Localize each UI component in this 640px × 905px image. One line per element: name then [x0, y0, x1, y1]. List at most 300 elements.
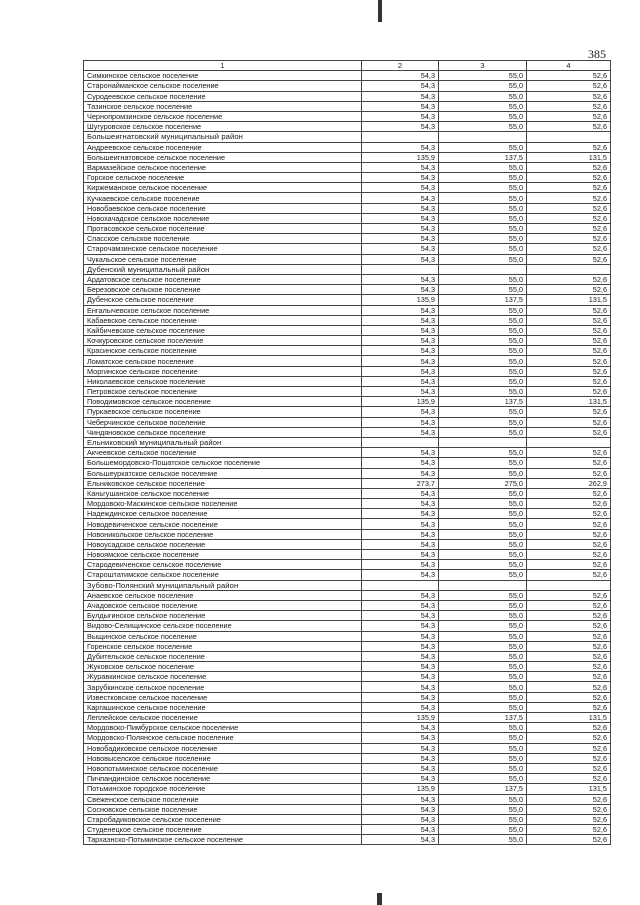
- district-header-row: [84, 264, 611, 274]
- settlement-name: Енгалычевское сельское поселение: [84, 305, 362, 315]
- table-row: [84, 376, 611, 386]
- value-col-4: 52,6: [527, 285, 611, 295]
- settlement-name: Моргинское сельское поселение: [84, 366, 362, 376]
- value-col-3: 55,0: [439, 672, 527, 682]
- value-col-3: 55,0: [439, 91, 527, 101]
- value-col-3: 55,0: [439, 702, 527, 712]
- value-col-3: 55,0: [439, 101, 527, 111]
- value-col-2: 54,3: [362, 519, 439, 529]
- value-col-2: 54,3: [362, 743, 439, 753]
- value-col-2: 135,9: [362, 784, 439, 794]
- value-col-4: 52,6: [527, 631, 611, 641]
- column-header-4: 4: [527, 61, 611, 71]
- value-col-3: 55,0: [439, 244, 527, 254]
- value-col-2: 54,3: [362, 550, 439, 560]
- value-col-2: 54,3: [362, 111, 439, 121]
- value-col-4: 52,6: [527, 427, 611, 437]
- value-col-4: 52,6: [527, 672, 611, 682]
- settlement-name: Ардатовское сельское поселение: [84, 274, 362, 284]
- value-col-3: 55,0: [439, 570, 527, 580]
- value-col-3: 55,0: [439, 662, 527, 672]
- table-row: [84, 529, 611, 539]
- value-col-3: 55,0: [439, 560, 527, 570]
- value-col-4: 52,6: [527, 111, 611, 121]
- table-row: [84, 682, 611, 692]
- value-col-4: 52,6: [527, 651, 611, 661]
- value-col-2: 54,3: [362, 366, 439, 376]
- value-col-3: 55,0: [439, 488, 527, 498]
- value-col-2: 54,3: [362, 488, 439, 498]
- value-col-4: 52,6: [527, 203, 611, 213]
- value-col-4: 52,6: [527, 81, 611, 91]
- empty-cell: [439, 580, 527, 590]
- value-col-2: 54,3: [362, 305, 439, 315]
- value-col-3: 55,0: [439, 213, 527, 223]
- value-col-3: 55,0: [439, 81, 527, 91]
- table-row: [84, 784, 611, 794]
- settlement-name: Ачадовское сельское поселение: [84, 600, 362, 610]
- value-col-3: 55,0: [439, 763, 527, 773]
- settlement-name: Акчеевское сельское поселение: [84, 448, 362, 458]
- value-col-3: 55,0: [439, 621, 527, 631]
- table-row: [84, 835, 611, 845]
- value-col-2: 54,3: [362, 81, 439, 91]
- settlement-name: Мордовско-Пимбурское сельское поселение: [84, 723, 362, 733]
- value-col-4: 52,6: [527, 753, 611, 763]
- table-row: [84, 407, 611, 417]
- settlement-name: Видово-Селищинское сельское поселение: [84, 621, 362, 631]
- settlement-name: Журавкинское сельское поселение: [84, 672, 362, 682]
- table-row: [84, 274, 611, 284]
- settlement-name: Потьминское городское поселение: [84, 784, 362, 794]
- table-row: [84, 285, 611, 295]
- value-col-4: 52,6: [527, 387, 611, 397]
- value-col-2: 54,3: [362, 173, 439, 183]
- value-col-2: 54,3: [362, 325, 439, 335]
- value-col-2: 54,3: [362, 631, 439, 641]
- district-header-row: [84, 580, 611, 590]
- value-col-2: 54,3: [362, 71, 439, 81]
- value-col-2: 54,3: [362, 142, 439, 152]
- settlement-name: Выщинское сельское поселение: [84, 631, 362, 641]
- settlement-name: Андреевское сельское поселение: [84, 142, 362, 152]
- settlement-name: Горенское сельское поселение: [84, 641, 362, 651]
- value-col-2: 54,3: [362, 753, 439, 763]
- empty-cell: [362, 437, 439, 447]
- value-col-3: 55,0: [439, 814, 527, 824]
- value-col-4: 52,6: [527, 142, 611, 152]
- value-col-4: 52,6: [527, 234, 611, 244]
- settlement-name: Шугуровское сельское поселение: [84, 122, 362, 132]
- value-col-4: 52,6: [527, 560, 611, 570]
- value-col-3: 55,0: [439, 234, 527, 244]
- value-col-2: 54,3: [362, 825, 439, 835]
- table-row: [84, 590, 611, 600]
- scan-binding-mark-bottom: [377, 893, 382, 905]
- table-row: [84, 356, 611, 366]
- table-row: [84, 295, 611, 305]
- table-row: [84, 539, 611, 549]
- value-col-2: 54,3: [362, 499, 439, 509]
- settlement-name: Зарубкинское сельское поселение: [84, 682, 362, 692]
- value-col-3: 55,0: [439, 417, 527, 427]
- settlement-name: Известковское сельское поселение: [84, 692, 362, 702]
- value-col-2: 135,9: [362, 713, 439, 723]
- settlement-name: Протасовское сельское поселение: [84, 224, 362, 234]
- value-col-3: 55,0: [439, 753, 527, 763]
- district-name: Большеигнатовский муниципальный район: [84, 132, 362, 142]
- settlement-name: Мордовско-Полянское сельское поселение: [84, 733, 362, 743]
- value-col-4: 52,6: [527, 122, 611, 132]
- value-col-3: 55,0: [439, 774, 527, 784]
- empty-cell: [527, 264, 611, 274]
- table-row: [84, 723, 611, 733]
- value-col-4: 262,9: [527, 478, 611, 488]
- value-col-2: 54,3: [362, 621, 439, 631]
- value-col-2: 54,3: [362, 315, 439, 325]
- settlement-name: Красинское сельское поселение: [84, 346, 362, 356]
- value-col-4: 52,6: [527, 407, 611, 417]
- value-col-4: 52,6: [527, 254, 611, 264]
- settlement-name: Кабаевское сельское поселение: [84, 315, 362, 325]
- value-col-3: 55,0: [439, 682, 527, 692]
- value-col-4: 52,6: [527, 162, 611, 172]
- table-row: [84, 753, 611, 763]
- empty-cell: [362, 264, 439, 274]
- value-col-4: 52,6: [527, 621, 611, 631]
- table-row: [84, 397, 611, 407]
- table-row: [84, 162, 611, 172]
- settlement-name: Старобадиковское сельское поселение: [84, 814, 362, 824]
- table-row: [84, 203, 611, 213]
- value-col-4: 52,6: [527, 101, 611, 111]
- value-col-2: 54,3: [362, 682, 439, 692]
- table-row: [84, 560, 611, 570]
- value-col-3: 55,0: [439, 254, 527, 264]
- value-col-4: 52,6: [527, 519, 611, 529]
- value-col-3: 55,0: [439, 835, 527, 845]
- value-col-4: 131,5: [527, 152, 611, 162]
- value-col-3: 137,5: [439, 397, 527, 407]
- value-col-2: 54,3: [362, 213, 439, 223]
- value-col-3: 55,0: [439, 590, 527, 600]
- settlement-name: Петровское сельское поселение: [84, 387, 362, 397]
- value-col-2: 54,3: [362, 804, 439, 814]
- table-row: [84, 122, 611, 132]
- value-col-4: 52,6: [527, 366, 611, 376]
- value-col-2: 54,3: [362, 733, 439, 743]
- table-row: [84, 234, 611, 244]
- value-col-2: 54,3: [362, 224, 439, 234]
- value-col-2: 54,3: [362, 346, 439, 356]
- settlement-name: Кочкуровское сельское поселение: [84, 336, 362, 346]
- table-row: [84, 81, 611, 91]
- settlement-name: Жуковское сельское поселение: [84, 662, 362, 672]
- table-row: [84, 468, 611, 478]
- settlement-name: Свеженское сельское поселение: [84, 794, 362, 804]
- settlement-name: Новобаевское сельское поселение: [84, 203, 362, 213]
- value-col-3: 55,0: [439, 427, 527, 437]
- empty-cell: [527, 580, 611, 590]
- value-col-4: 52,6: [527, 356, 611, 366]
- settlement-name: Мордовско-Маскинское сельское поселение: [84, 499, 362, 509]
- value-col-4: 52,6: [527, 611, 611, 621]
- settlement-name: Каньгушанское сельское поселение: [84, 488, 362, 498]
- table-row: [84, 427, 611, 437]
- value-col-3: 55,0: [439, 550, 527, 560]
- value-col-4: 52,6: [527, 488, 611, 498]
- table-row: [84, 152, 611, 162]
- value-col-4: 52,6: [527, 193, 611, 203]
- value-col-3: 55,0: [439, 203, 527, 213]
- settlement-name: Нововыселское сельское поселение: [84, 753, 362, 763]
- value-col-2: 54,3: [362, 244, 439, 254]
- settlement-name: Каргашинское сельское поселение: [84, 702, 362, 712]
- value-col-2: 54,3: [362, 692, 439, 702]
- value-col-3: 55,0: [439, 825, 527, 835]
- value-col-4: 52,6: [527, 743, 611, 753]
- table-row: [84, 662, 611, 672]
- settlement-name: Новоникольское сельское поселение: [84, 529, 362, 539]
- value-col-3: 55,0: [439, 743, 527, 753]
- value-col-3: 55,0: [439, 387, 527, 397]
- value-col-2: 54,3: [362, 458, 439, 468]
- settlement-name: Старонайманское сельское поселение: [84, 81, 362, 91]
- value-col-3: 55,0: [439, 651, 527, 661]
- value-col-3: 55,0: [439, 325, 527, 335]
- settlement-name: Симкинское сельское поселение: [84, 71, 362, 81]
- table-row: [84, 499, 611, 509]
- value-col-3: 275,0: [439, 478, 527, 488]
- value-col-2: 135,9: [362, 397, 439, 407]
- column-header-1: 1: [84, 61, 362, 71]
- value-col-4: 52,6: [527, 723, 611, 733]
- settlement-name: Пичпандинское сельское поселение: [84, 774, 362, 784]
- value-col-4: 52,6: [527, 550, 611, 560]
- settlement-name: Тазинское сельское поселение: [84, 101, 362, 111]
- value-col-2: 54,3: [362, 101, 439, 111]
- empty-cell: [439, 132, 527, 142]
- table-row: [84, 763, 611, 773]
- value-col-2: 54,3: [362, 590, 439, 600]
- value-col-4: 52,6: [527, 774, 611, 784]
- settlement-name: Николаевское сельское поселение: [84, 376, 362, 386]
- value-col-4: 52,6: [527, 600, 611, 610]
- value-col-4: 52,6: [527, 682, 611, 692]
- table-row: [84, 142, 611, 152]
- page-number: 385: [588, 47, 606, 61]
- value-col-4: 52,6: [527, 702, 611, 712]
- settlement-name: Леплейское сельское поселение: [84, 713, 362, 723]
- value-col-4: 52,6: [527, 529, 611, 539]
- value-col-4: 52,6: [527, 509, 611, 519]
- settlement-name: Вармазейское сельское поселение: [84, 162, 362, 172]
- settlement-name: Новохачадское сельское поселение: [84, 213, 362, 223]
- table-row: [84, 71, 611, 81]
- table-row: [84, 600, 611, 610]
- table-row: [84, 448, 611, 458]
- value-col-2: 54,3: [362, 600, 439, 610]
- value-col-3: 55,0: [439, 723, 527, 733]
- value-col-4: 52,6: [527, 315, 611, 325]
- table-row: [84, 550, 611, 560]
- table-row: [84, 417, 611, 427]
- table-row: [84, 713, 611, 723]
- value-col-2: 273,7: [362, 478, 439, 488]
- value-col-4: 52,6: [527, 183, 611, 193]
- column-header-2: 2: [362, 61, 439, 71]
- table-row: [84, 325, 611, 335]
- settlement-name: Тархаэнско-Потьминское сельское поселение: [84, 835, 362, 845]
- empty-cell: [362, 580, 439, 590]
- table-row: [84, 509, 611, 519]
- value-col-4: 52,6: [527, 448, 611, 458]
- settlement-name: Новоусадское сельское поселение: [84, 539, 362, 549]
- settlement-name: Новопотьминское сельское поселение: [84, 763, 362, 773]
- settlement-name: Горское сельское поселение: [84, 173, 362, 183]
- value-col-2: 54,3: [362, 193, 439, 203]
- settlement-name: Новобадиковское сельское поселение: [84, 743, 362, 753]
- value-col-4: 131,5: [527, 713, 611, 723]
- value-col-3: 55,0: [439, 274, 527, 284]
- value-col-3: 55,0: [439, 111, 527, 121]
- value-col-2: 54,3: [362, 91, 439, 101]
- value-col-2: 135,9: [362, 152, 439, 162]
- value-col-2: 54,3: [362, 407, 439, 417]
- value-col-4: 52,6: [527, 71, 611, 81]
- value-col-3: 137,5: [439, 152, 527, 162]
- table-row: [84, 804, 611, 814]
- value-col-3: 55,0: [439, 448, 527, 458]
- settlement-name: Чиндяновское сельское поселение: [84, 427, 362, 437]
- table-row: [84, 173, 611, 183]
- value-col-4: 52,6: [527, 835, 611, 845]
- value-col-3: 55,0: [439, 692, 527, 702]
- settlement-name: Новоямское сельское поселение: [84, 550, 362, 560]
- table-row: [84, 346, 611, 356]
- settlement-name: Киржеманское сельское поселение: [84, 183, 362, 193]
- district-header-row: [84, 132, 611, 142]
- settlement-name: Поводимовское сельское поселение: [84, 397, 362, 407]
- settlement-name: Старочамзинское сельское поселение: [84, 244, 362, 254]
- settlement-name: Суродеевское сельское поселение: [84, 91, 362, 101]
- table-row: [84, 91, 611, 101]
- table-row: [84, 733, 611, 743]
- value-col-2: 54,3: [362, 723, 439, 733]
- settlement-name: Кайбичевское сельское поселение: [84, 325, 362, 335]
- table-row: [84, 631, 611, 641]
- scan-binding-mark-top: [378, 0, 382, 22]
- settlement-name: Студенецкое сельское поселение: [84, 825, 362, 835]
- table-header-row: [84, 61, 611, 71]
- value-col-4: 52,6: [527, 305, 611, 315]
- value-col-4: 52,6: [527, 173, 611, 183]
- value-col-3: 55,0: [439, 224, 527, 234]
- table-row: [84, 111, 611, 121]
- table-row: [84, 825, 611, 835]
- table-row: [84, 702, 611, 712]
- settlement-name: Новодевиченское сельское поселение: [84, 519, 362, 529]
- settlement-name: Пуркаевское сельское поселение: [84, 407, 362, 417]
- value-col-4: 131,5: [527, 784, 611, 794]
- value-col-3: 55,0: [439, 285, 527, 295]
- table-row: [84, 336, 611, 346]
- settlement-name: Большеигнатовское сельское поселение: [84, 152, 362, 162]
- settlement-name: Чернопромзинское сельское поселение: [84, 111, 362, 121]
- value-col-2: 54,3: [362, 672, 439, 682]
- value-col-4: 52,6: [527, 763, 611, 773]
- value-col-3: 55,0: [439, 407, 527, 417]
- table-row: [84, 743, 611, 753]
- table-row: [84, 519, 611, 529]
- value-col-3: 55,0: [439, 183, 527, 193]
- value-col-2: 54,3: [362, 234, 439, 244]
- district-name: Зубово-Полянский муниципальный район: [84, 580, 362, 590]
- district-name: Дубенский муниципальный район: [84, 264, 362, 274]
- settlement-name: Стародевиченское сельское поселение: [84, 560, 362, 570]
- value-col-2: 54,3: [362, 448, 439, 458]
- value-col-4: 52,6: [527, 336, 611, 346]
- value-col-3: 55,0: [439, 336, 527, 346]
- value-col-3: 55,0: [439, 71, 527, 81]
- value-col-4: 52,6: [527, 814, 611, 824]
- value-col-3: 55,0: [439, 346, 527, 356]
- value-col-2: 54,3: [362, 468, 439, 478]
- empty-cell: [362, 132, 439, 142]
- value-col-4: 52,6: [527, 499, 611, 509]
- allocation-table: [83, 60, 611, 845]
- value-col-4: 131,5: [527, 397, 611, 407]
- value-col-2: 54,3: [362, 814, 439, 824]
- value-col-3: 55,0: [439, 509, 527, 519]
- value-col-3: 55,0: [439, 468, 527, 478]
- value-col-2: 54,3: [362, 162, 439, 172]
- settlement-name: Дубительское сельское поселение: [84, 651, 362, 661]
- value-col-2: 54,3: [362, 763, 439, 773]
- value-col-2: 54,3: [362, 254, 439, 264]
- table-row: [84, 183, 611, 193]
- settlement-name: Булдыгинское сельское поселение: [84, 611, 362, 621]
- table-row: [84, 814, 611, 824]
- value-col-4: 52,6: [527, 468, 611, 478]
- value-col-4: 52,6: [527, 733, 611, 743]
- settlement-name: Большеуркатское сельское поселение: [84, 468, 362, 478]
- table-row: [84, 224, 611, 234]
- table-row: [84, 570, 611, 580]
- value-col-3: 55,0: [439, 193, 527, 203]
- table-row: [84, 692, 611, 702]
- table-row: [84, 254, 611, 264]
- value-col-2: 54,3: [362, 560, 439, 570]
- value-col-2: 54,3: [362, 651, 439, 661]
- value-col-4: 52,6: [527, 825, 611, 835]
- value-col-2: 54,3: [362, 122, 439, 132]
- value-col-4: 52,6: [527, 274, 611, 284]
- value-col-3: 55,0: [439, 733, 527, 743]
- value-col-2: 54,3: [362, 662, 439, 672]
- table-row: [84, 305, 611, 315]
- value-col-4: 52,6: [527, 794, 611, 804]
- value-col-4: 52,6: [527, 213, 611, 223]
- value-col-2: 54,3: [362, 529, 439, 539]
- column-header-3: 3: [439, 61, 527, 71]
- table-row: [84, 458, 611, 468]
- empty-cell: [527, 132, 611, 142]
- value-col-4: 52,6: [527, 346, 611, 356]
- value-col-2: 54,3: [362, 356, 439, 366]
- value-col-3: 55,0: [439, 600, 527, 610]
- empty-cell: [527, 437, 611, 447]
